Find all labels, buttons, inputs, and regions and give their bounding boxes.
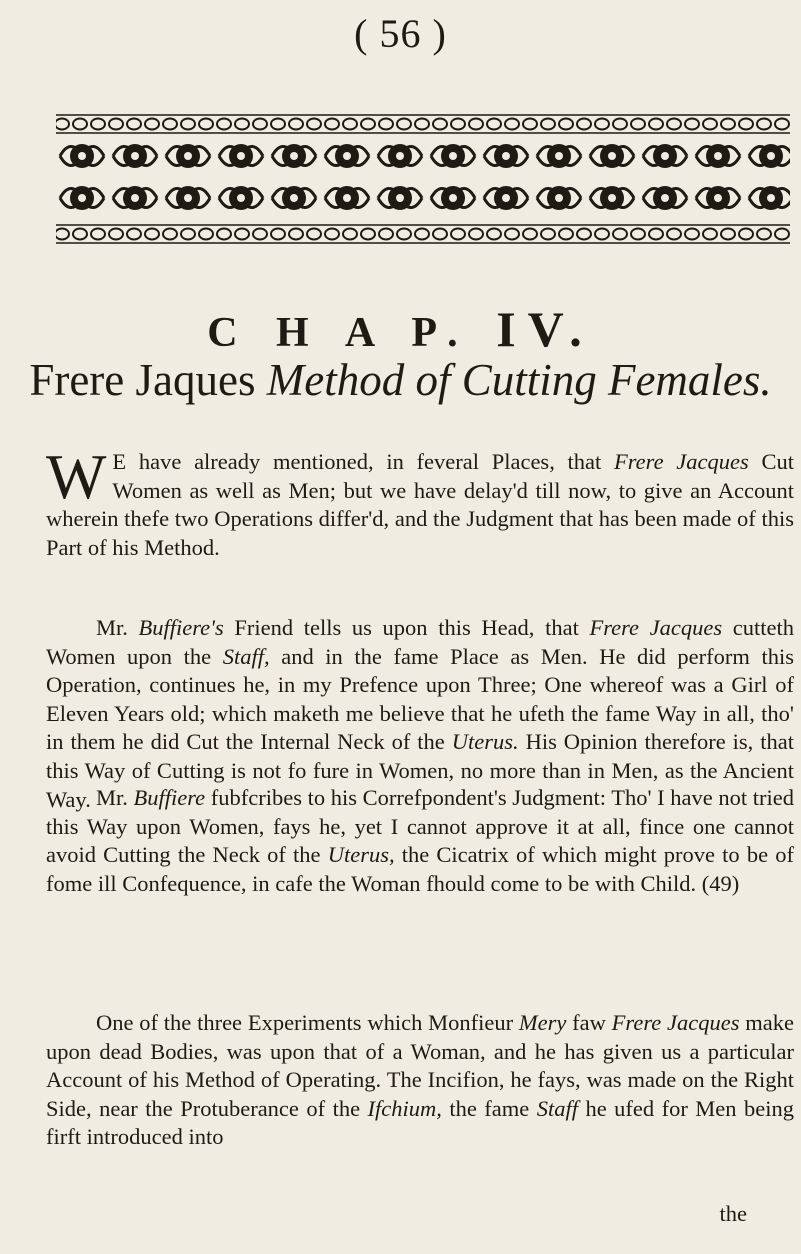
decorative-headpiece [56,108,790,248]
ornament-link [487,229,501,240]
ornament-link [253,119,267,130]
ornament-dot [131,194,139,202]
text-run: His Opinion therefore is, that this Way of Cutting is not fo fure in Women, no more than in Men, as the Ancient Way. [46,729,794,812]
ornament-dot [714,194,722,202]
ornament-link [577,119,591,130]
ornament-dot [661,152,669,160]
ornament-link [217,229,231,240]
text-run: fubfcribes to his Correfpondent's Judgment: Tho' I have not tried this Way upon Women, fays he, yet I cannot approve it at all, fince one cannot avoid Cutting the Neck of the [46,785,794,868]
ornament-dot [608,194,616,202]
paragraph-3 [46,784,794,898]
chapter-title-italic: Method of Cutting Females. [266,355,772,405]
ornament-dot [502,152,510,160]
ornament-link [451,119,465,130]
ornament-dot [767,194,775,202]
text-run: One of the three Experiments which Monfieur [96,1010,519,1035]
text-run: Cut Women as well as Men; but we have delay'd till now, to give an Account wherein thefe two Operations differ'd, and the Judgment that has been made of this Part of his Method. [46,449,794,560]
ornament-link [397,119,411,130]
ornament-link [415,229,429,240]
italic-run: Staff [536,1095,578,1121]
text-run: Mr. [96,615,139,640]
italic-run: Frere Jacques [611,1010,740,1035]
ornament-link [775,119,789,130]
ornament-link [271,229,285,240]
text-run: cutteth Women upon the [46,615,795,669]
ornament-link [523,229,537,240]
ornament-dot [343,194,351,202]
ornament-link [577,229,591,240]
ornament-link [91,119,105,130]
ornament-dot [184,194,192,202]
ornament-dot [290,152,298,160]
ornament-link [181,229,195,240]
ornament-link [613,229,627,240]
text-run: E have already mentioned, in feveral Places, that [112,449,614,474]
ornament-link [595,119,609,130]
ornament-link [685,119,699,130]
ornament-link [595,229,609,240]
ornament-dot [449,194,457,202]
chapter-title-roman: Frere Jaques [29,355,256,405]
ornament-link [235,229,249,240]
ornament-link [91,229,105,240]
ornament-dot [237,152,245,160]
ornament-link [361,229,375,240]
ornament-link [181,119,195,130]
ornament-dot [714,152,722,160]
italic-run: Uterus. [451,729,519,755]
ornament-dot [661,194,669,202]
ornament-dot [237,194,245,202]
ornament-link [217,119,231,130]
paragraph-4 [46,1009,794,1152]
ornament-link [397,229,411,240]
ornament-dot [555,194,563,202]
ornament-link [433,229,447,240]
ornament-link [433,119,447,130]
ornament-link [703,229,717,240]
ornament-link [487,119,501,130]
text-run: make upon dead Bodies, was upon that of a Woman, and he has given us a particular Account of his Method of Operating. The Incifion, he fays, was made on the Right Side, near the Protuberance of the [46,1010,794,1121]
ornament-link [271,119,285,130]
italic-run: Buffiere's [138,615,224,640]
text-run: the fame [441,1095,537,1121]
ornament-dot [396,152,404,160]
ornament-dot [131,152,139,160]
ornament-link [505,119,519,130]
ornament-link [163,119,177,130]
ornament-link [56,229,69,240]
ornament-link [289,229,303,240]
ornament-dot [502,194,510,202]
ornament-link [739,229,753,240]
ornament-link [145,119,159,130]
ornament-link [685,229,699,240]
ornament-link [163,229,177,240]
ornament-dot [290,194,298,202]
ornament-link [775,229,789,240]
text-run: he ufed for Men being firft introduced into [46,1095,794,1150]
text-run: Friend tells us upon this Head, that [223,615,590,640]
ornament-link [307,229,321,240]
ornament-link [559,229,573,240]
ornament-link [379,119,393,130]
ornament-link [649,229,663,240]
ornament-link [757,229,771,240]
ornament-dot [396,194,404,202]
ornament-link [289,119,303,130]
ornament-link [199,119,213,130]
italic-run: Frere Jacques [614,449,749,474]
ornament-link [469,229,483,240]
ornament-link [523,119,537,130]
page-number: ( 56 ) [354,11,447,56]
ornament-link [343,229,357,240]
ornament-link [721,229,735,240]
text-run: Mr. [96,785,134,810]
text-run: faw [566,1010,612,1035]
ornament-link [415,119,429,130]
ornament-dot [184,152,192,160]
catchword: the [719,1201,747,1226]
text-run: the Cicatrix of which might prove to be of fome ill Confequence, in cafe the Woman fhould come to be with Child. (49) [46,842,794,896]
italic-run: Uterus, [327,842,395,868]
ornament-link [541,229,555,240]
ornament-link [667,119,681,130]
ornament-link [631,229,645,240]
ornament-link [127,229,141,240]
ornament-dot [555,152,563,160]
ornament-link [379,229,393,240]
ornament-link [703,119,717,130]
ornament-link [667,229,681,240]
ornament-link [109,229,123,240]
ornament-dot [608,152,616,160]
ornament-link [307,119,321,130]
italic-run: Mery [518,1010,567,1035]
ornament-link [559,119,573,130]
ornament-link [649,119,663,130]
ornament-link [325,229,339,240]
ornament-link [613,119,627,130]
ornament-link [145,229,159,240]
ornament-link [127,119,141,130]
ornament-link [73,119,87,130]
ornament-link [469,119,483,130]
ornament-link [109,119,123,130]
ornament-link [505,229,519,240]
ornament-link [451,229,465,240]
ornament-link [235,119,249,130]
ornament-link [56,119,69,130]
italic-run: Buffiere [133,785,206,810]
drop-cap: W [46,441,107,512]
chapter-label: C H A P. [207,310,472,356]
italic-run: Ifchium, [367,1095,442,1121]
ornament-dot [343,152,351,160]
ornament-dot [767,152,775,160]
ornament-dot [78,152,86,160]
ornament-link [253,229,267,240]
ornament-link [343,119,357,130]
ornament-dot [449,152,457,160]
ornament-link [757,119,771,130]
ornament-link [631,119,645,130]
ornament-link [325,119,339,130]
ornament-link [361,119,375,130]
chapter-title [0,354,801,406]
ornament-link [73,229,87,240]
chapter-heading [0,300,801,358]
ornament-link [199,229,213,240]
text-run: and in the fame Place as Men. He did perform this Operation, continues he, in my Prefence upon Three; One whereof was a Girl of Eleven Years old; which maketh me believe that he ufeth the fame Way in all, tho' in them he did Cut the Internal Neck of the [46,643,794,755]
ornament-link [721,119,735,130]
italic-run: Frere Jacques [589,615,723,640]
ornament-link [541,119,555,130]
ornament-link [739,119,753,130]
chapter-number: IV. [496,301,594,357]
paragraph-1 [46,441,794,562]
ornament-dot [78,194,86,202]
italic-run: Staff, [222,643,270,669]
